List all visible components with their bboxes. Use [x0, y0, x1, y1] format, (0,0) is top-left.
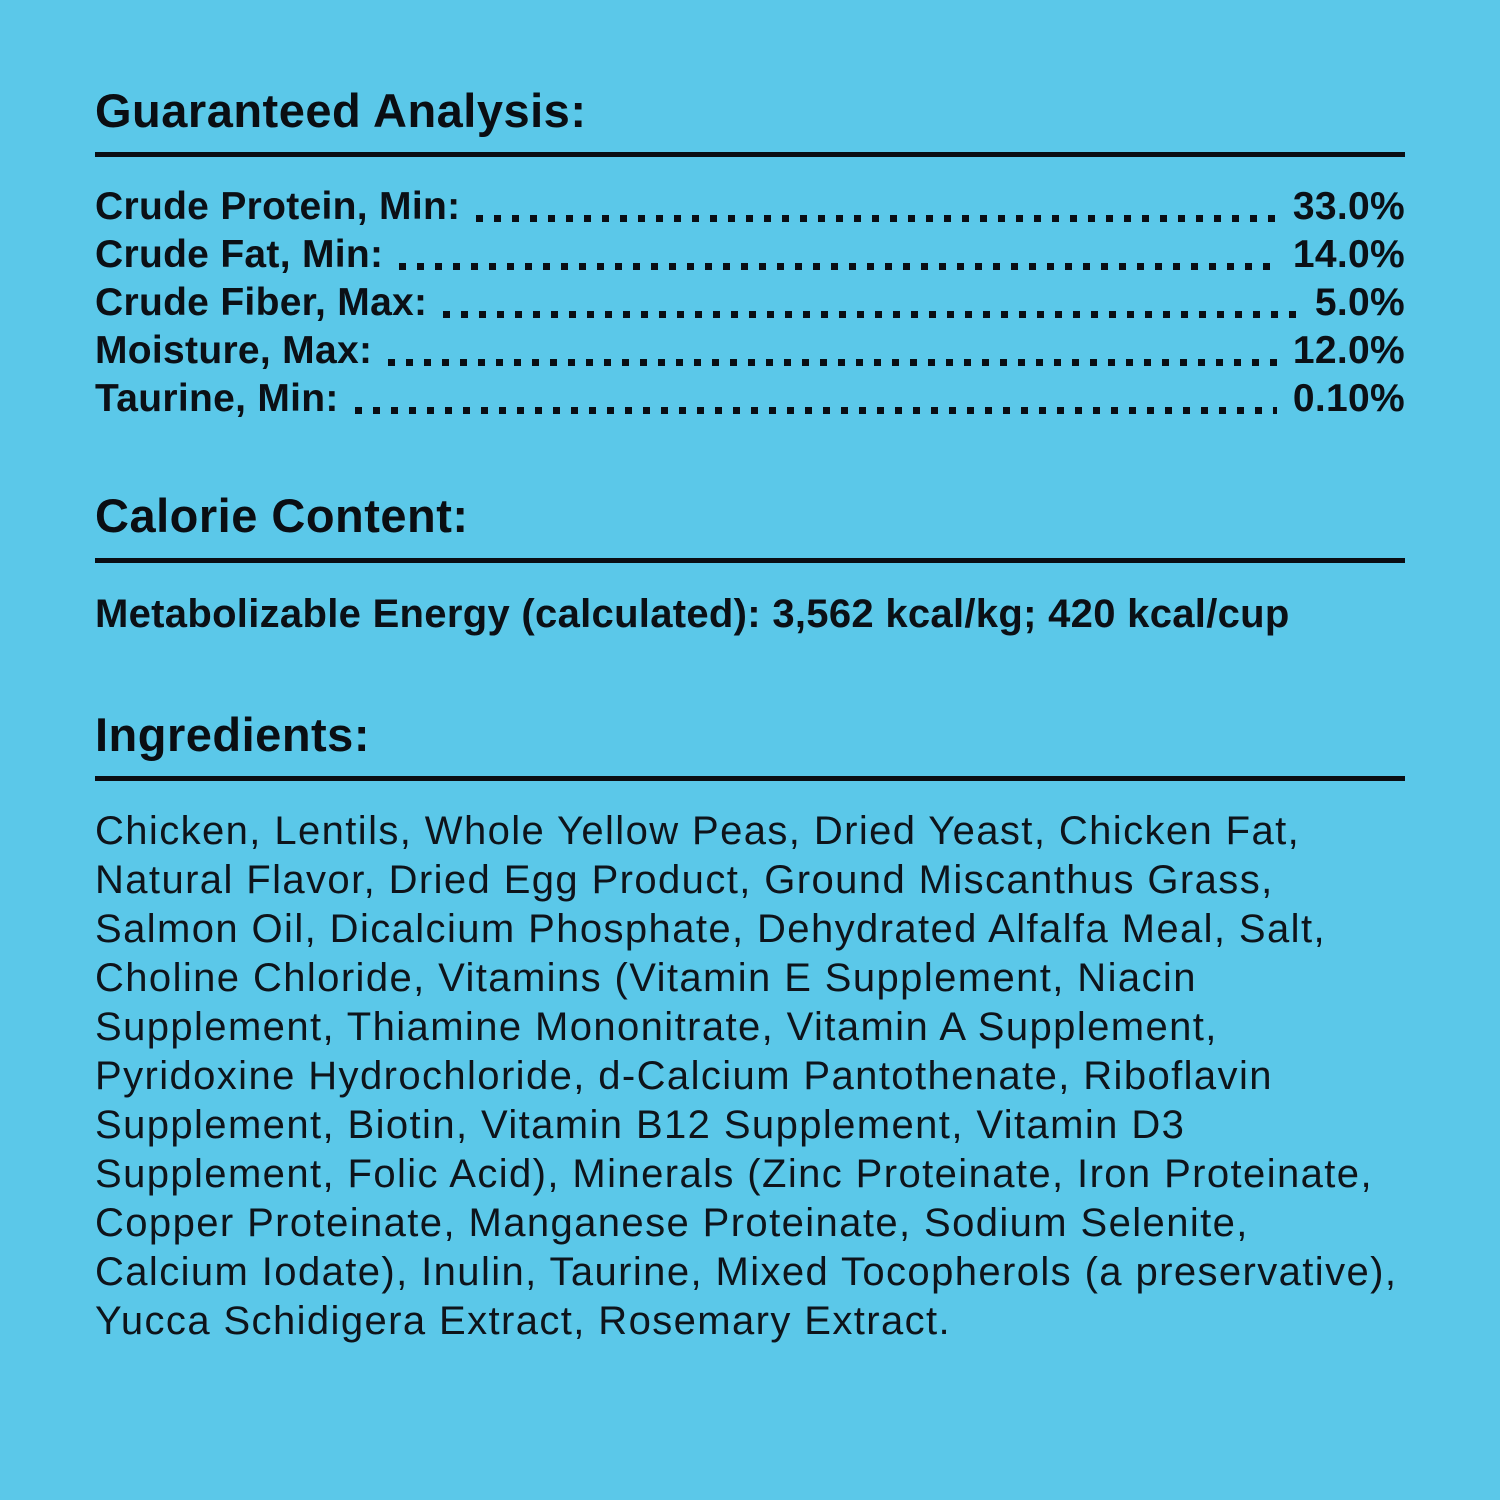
ingredients-section	[95, 707, 1405, 1346]
calorie-content-section	[95, 491, 1405, 637]
dot-leader	[443, 311, 1299, 318]
section-divider	[95, 776, 1405, 781]
guaranteed-analysis-title: Guaranteed Analysis:	[95, 84, 587, 137]
label-content	[95, 0, 1405, 1346]
section-divider	[95, 152, 1405, 157]
ingredients-list-text: Chicken, Lentils, Whole Yellow Peas, Dried Yeast, Chicken Fat, Natural Flavor, Dried Egg Product, Ground Miscanthus Grass, Salmon Oil, Dicalcium Phosphate, Dehydrated Alfalfa Meal, Salt, Choline Chloride, Vitamins (Vitamin E Supplement, Niacin Supplement, Thiamine Mononitrate, Vitamin A Supplement, Pyridoxine Hydrochloride, d-Calcium Pantothenate, Riboflavin Supplement, Biotin, Vitamin B12 Supplement, Vitamin D3 Supplement, Folic Acid), Minerals (Zinc Proteinate, Iron Proteinate, Copper Proteinate, Manganese Proteinate, Sodium Selenite, Calcium Iodate), Inulin, Taurine, Mixed Tocopherols (a preservative), Yucca Schidigera Extract, Rosemary Extract.	[95, 809, 1398, 1344]
ingredients-title: Ingredients:	[95, 707, 370, 761]
section-divider	[95, 558, 1405, 563]
dot-leader	[399, 263, 1277, 270]
dot-leader	[476, 215, 1277, 222]
guaranteed-analysis-rows	[95, 183, 1405, 423]
dot-leader	[355, 407, 1277, 414]
dot-leader	[388, 359, 1277, 366]
analysis-row-label: Crude Fiber, Max:	[95, 281, 428, 325]
metabolizable-energy-text: Metabolizable Energy (calculated): 3,562 kcal/kg; 420 kcal/cup	[95, 591, 1290, 636]
analysis-row-value: 12.0%	[1292, 329, 1405, 373]
analysis-row-value: 5.0%	[1314, 281, 1405, 325]
analysis-row-label: Moisture, Max:	[95, 329, 373, 373]
analysis-row-value: 0.10%	[1292, 377, 1405, 421]
analysis-row-label: Taurine, Min:	[95, 377, 339, 421]
analysis-row	[95, 279, 1405, 327]
analysis-row	[95, 183, 1405, 231]
analysis-row-value: 14.0%	[1292, 233, 1405, 277]
analysis-row-label: Crude Protein, Min:	[95, 185, 461, 229]
calorie-content-title: Calorie Content:	[95, 489, 469, 543]
analysis-row	[95, 231, 1405, 279]
guaranteed-analysis-section	[95, 86, 1405, 423]
analysis-row	[95, 327, 1405, 375]
analysis-row-label: Crude Fat, Min:	[95, 233, 384, 277]
analysis-row	[95, 375, 1405, 423]
analysis-row-value: 33.0%	[1292, 185, 1405, 229]
